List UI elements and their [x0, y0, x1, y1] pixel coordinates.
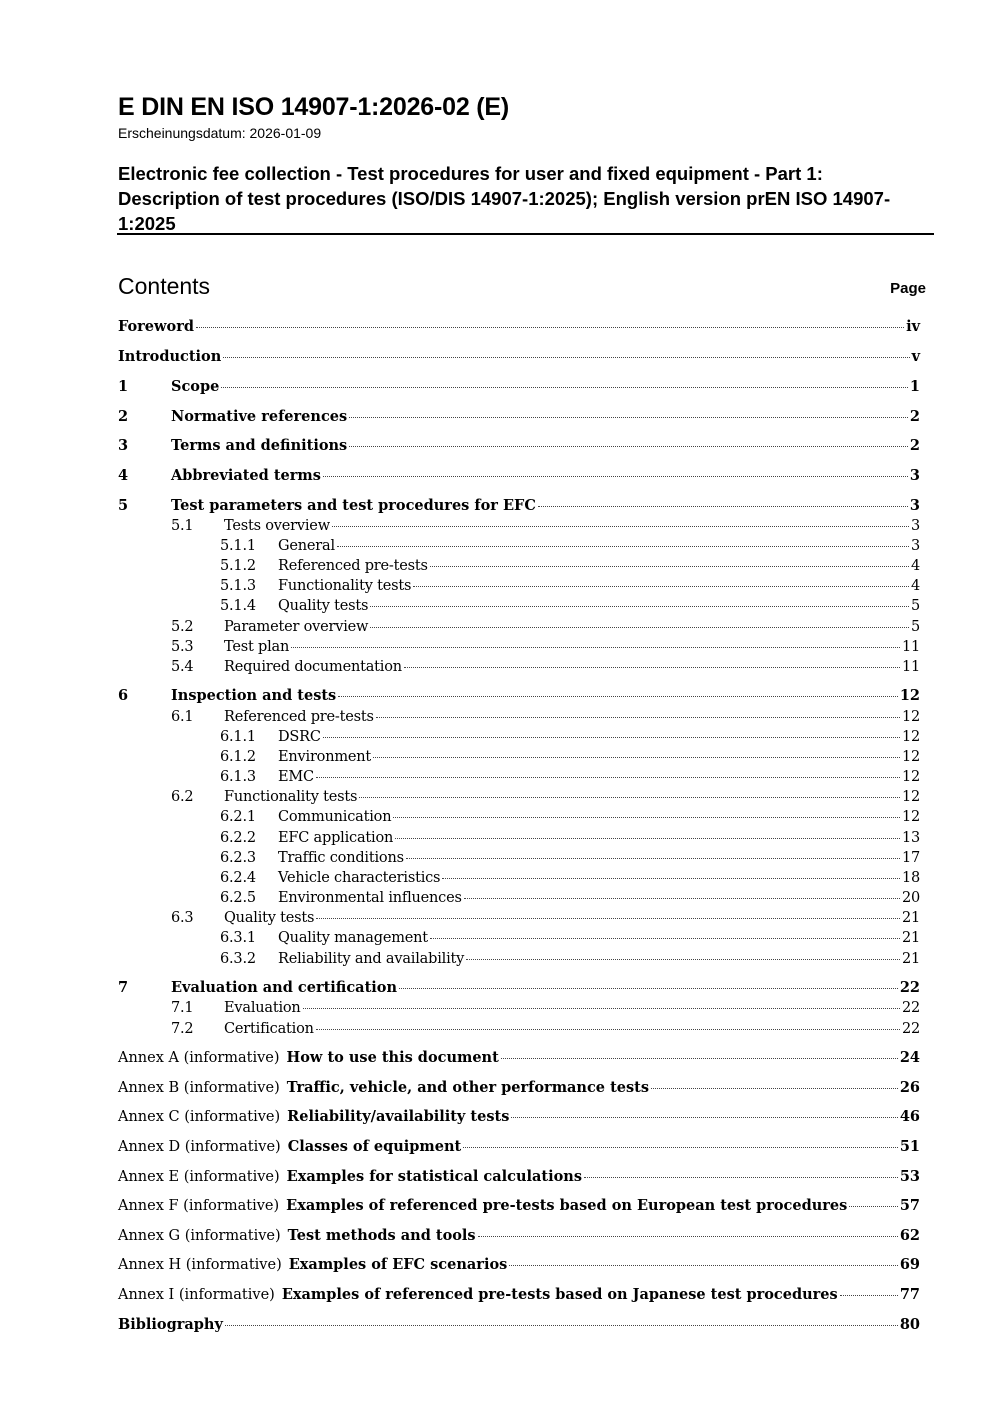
toc-entry-number: 6.2.2 [220, 830, 256, 846]
toc-dot-leader [323, 737, 900, 738]
toc-entry-number: 6.3 [171, 910, 194, 926]
toc-entry[interactable] [118, 1256, 920, 1274]
toc-entry[interactable] [118, 687, 920, 705]
toc-entry-title: Introduction [118, 348, 222, 365]
toc-entry-number: 5.1.2 [220, 558, 256, 574]
toc-entry-title: Examples for statistical calculations [286, 1168, 582, 1185]
toc-entry-number: 5.4 [171, 659, 194, 675]
toc-annex-prefix: Annex G (informative) [118, 1228, 281, 1244]
publication-date: Erscheinungsdatum: 2026-01-09 [118, 125, 322, 141]
toc-page-number: 11 [901, 639, 920, 655]
toc-page-number: 21 [901, 910, 920, 926]
toc-entry[interactable] [118, 557, 920, 575]
toc-annex-prefix: Annex B (informative) [118, 1080, 280, 1096]
toc-dot-leader [442, 878, 900, 879]
toc-dot-leader [463, 1147, 898, 1148]
toc-entry-number: 4 [118, 467, 129, 484]
toc-entry[interactable] [118, 708, 920, 726]
toc-page-number: 53 [899, 1168, 920, 1185]
toc-entry-title: Inspection and tests [171, 687, 337, 704]
toc-page-number: 1 [909, 378, 920, 395]
toc-dot-leader [373, 757, 900, 758]
toc-dot-leader [376, 717, 900, 718]
toc-entry[interactable] [118, 1197, 920, 1215]
toc-dot-leader [430, 938, 900, 939]
toc-entry-number: 5.1.4 [220, 598, 256, 614]
toc-dot-leader [221, 387, 908, 388]
toc-entry-number: 6.2.3 [220, 850, 256, 866]
toc-entry-title: Functionality tests [278, 578, 412, 594]
toc-entry-title: How to use this document [286, 1049, 499, 1066]
toc-page-number: 4 [910, 578, 920, 594]
toc-entry-title: Communication [278, 809, 392, 825]
toc-entry[interactable] [118, 658, 920, 676]
toc-entry-title: Scope [171, 378, 220, 395]
toc-entry-number: 6.1.3 [220, 769, 256, 785]
toc-annex-prefix: Annex I (informative) [118, 1287, 275, 1303]
toc-entry[interactable] [118, 597, 920, 615]
toc-entry-title: Test methods and tools [287, 1227, 476, 1244]
toc-page-number: 24 [899, 1049, 920, 1066]
toc-dot-leader [223, 357, 909, 358]
toc-entry[interactable] [118, 437, 920, 455]
toc-dot-leader [316, 1029, 900, 1030]
toc-page-number: 5 [910, 619, 920, 635]
toc-entry[interactable] [118, 318, 920, 336]
toc-entry-title: Examples of referenced pre-tests based on Japanese test procedures [281, 1286, 838, 1303]
toc-entry-title: Reliability and availability [278, 951, 465, 967]
toc-page-number: 12 [901, 769, 920, 785]
toc-entry-number: 1 [118, 378, 129, 395]
toc-page-number: 46 [899, 1108, 920, 1125]
toc-entry[interactable] [118, 577, 920, 595]
toc-dot-leader [370, 606, 909, 607]
toc-entry-number: 6.1.2 [220, 749, 256, 765]
toc-page-number: 21 [901, 930, 920, 946]
toc-entry[interactable] [118, 808, 920, 826]
toc-page-number: 5 [910, 598, 920, 614]
toc-entry-title: Referenced pre-tests [278, 558, 428, 574]
toc-entry-number: 6.2.4 [220, 870, 256, 886]
toc-entry-number: 6.2.5 [220, 890, 256, 906]
toc-entry-title: Quality management [278, 930, 428, 946]
toc-dot-leader [393, 817, 900, 818]
toc-entry-title: Referenced pre-tests [224, 709, 374, 725]
toc-page-number: 22 [901, 1000, 920, 1016]
toc-entry[interactable] [118, 748, 920, 766]
toc-entry-number: 5.1.3 [220, 578, 256, 594]
document-id: E DIN EN ISO 14907-1:2026-02 (E) [118, 93, 509, 121]
toc-page-number: 12 [901, 809, 920, 825]
toc-page-number: 2 [909, 437, 920, 454]
toc-annex-prefix: Annex C (informative) [118, 1109, 281, 1125]
toc-entry-title: EMC [278, 769, 314, 785]
toc-entry-title: Vehicle characteristics [278, 870, 441, 886]
toc-entry[interactable] [118, 517, 920, 535]
toc-entry-title: EFC application [278, 830, 394, 846]
toc-entry[interactable] [118, 829, 920, 847]
toc-entry[interactable] [118, 950, 920, 968]
toc-dot-leader [337, 546, 909, 547]
toc-entry-number: 5 [118, 497, 129, 514]
toc-entry-number: 6.1 [171, 709, 194, 725]
toc-entry-number: 5.2 [171, 619, 194, 635]
toc-entry-title: Normative references [171, 408, 348, 425]
toc-entry[interactable] [118, 378, 920, 396]
toc-page-number: 80 [899, 1316, 920, 1333]
page-column-heading: Page [890, 280, 926, 297]
toc-entry-title: Tests overview [224, 518, 330, 534]
toc-dot-leader [849, 1206, 898, 1207]
toc-entry[interactable] [118, 1227, 920, 1245]
toc-page-number: 3 [909, 467, 920, 484]
toc-dot-leader [323, 476, 908, 477]
toc-annex-prefix: Annex E (informative) [118, 1169, 280, 1185]
toc-entry-number: 6.2 [171, 789, 194, 805]
toc-page-number: 17 [901, 850, 920, 866]
toc-entry[interactable] [118, 728, 920, 746]
toc-entry-number: 7.2 [171, 1021, 194, 1037]
toc-page-number: 22 [901, 1021, 920, 1037]
toc-entry[interactable] [118, 348, 920, 366]
toc-entry[interactable] [118, 1316, 920, 1334]
toc-entry[interactable] [118, 618, 920, 636]
toc-entry[interactable] [118, 909, 920, 927]
toc-annex-prefix: Annex H (informative) [118, 1257, 282, 1273]
toc-dot-leader [370, 627, 909, 628]
toc-entry-title: Traffic, vehicle, and other performance tests [286, 1079, 650, 1096]
toc-dot-leader [538, 506, 908, 507]
toc-entry[interactable] [118, 537, 920, 555]
toc-annex-prefix: Annex D (informative) [118, 1139, 281, 1155]
toc-entry[interactable] [118, 467, 920, 485]
toc-page-number: 12 [901, 729, 920, 745]
toc-page-number: 12 [901, 709, 920, 725]
toc-entry-title: Foreword [118, 318, 194, 335]
toc-entry-title: Functionality tests [224, 789, 358, 805]
toc-page-number: 13 [901, 830, 920, 846]
toc-page-number: 12 [901, 789, 920, 805]
toc-entry[interactable] [118, 1020, 920, 1038]
toc-page-number: 4 [910, 558, 920, 574]
toc-page-number: 20 [901, 890, 920, 906]
toc-entry-number: 6.1.1 [220, 729, 256, 745]
toc-entry-title: Evaluation and certification [171, 979, 397, 996]
toc-dot-leader [406, 858, 900, 859]
toc-entry-number: 6.2.1 [220, 809, 256, 825]
toc-entry-title: Traffic conditions [278, 850, 404, 866]
toc-entry-number: 2 [118, 408, 129, 425]
toc-dot-leader [338, 696, 898, 697]
toc-entry-number: 7.1 [171, 1000, 194, 1016]
toc-page-number: v [911, 348, 920, 365]
toc-entry[interactable] [118, 788, 920, 806]
toc-entry-title: DSRC [278, 729, 321, 745]
toc-page-number: 57 [899, 1197, 920, 1214]
toc-page-number: 12 [899, 687, 920, 704]
toc-entry[interactable] [118, 638, 920, 656]
toc-page-number: iv [906, 318, 920, 335]
toc-page-number: 21 [901, 951, 920, 967]
toc-dot-leader [840, 1295, 898, 1296]
toc-dot-leader [430, 566, 909, 567]
toc-entry[interactable] [118, 929, 920, 947]
toc-entry[interactable] [118, 1079, 920, 1097]
toc-entry[interactable] [118, 1108, 920, 1126]
toc-dot-leader [395, 838, 900, 839]
toc-dot-leader [316, 777, 900, 778]
toc-dot-leader [413, 586, 909, 587]
toc-page-number: 18 [901, 870, 920, 886]
toc-dot-leader [651, 1088, 898, 1089]
toc-entry[interactable] [118, 979, 920, 997]
toc-page-number: 2 [909, 408, 920, 425]
toc-dot-leader [511, 1117, 897, 1118]
toc-entry-number: 6.3.1 [220, 930, 256, 946]
toc-entry[interactable] [118, 768, 920, 786]
toc-dot-leader [303, 1008, 900, 1009]
toc-dot-leader [509, 1265, 898, 1266]
toc-entry-title: Examples of referenced pre-tests based on European test procedures [286, 1197, 848, 1214]
toc-dot-leader [359, 797, 900, 798]
toc-entry[interactable] [118, 1049, 920, 1067]
toc-entry-title: Abbreviated terms [171, 467, 321, 484]
toc-entry[interactable] [118, 869, 920, 887]
toc-dot-leader [466, 959, 900, 960]
toc-dot-leader [584, 1177, 898, 1178]
toc-entry-title: Bibliography [118, 1316, 223, 1333]
toc-dot-leader [316, 918, 900, 919]
toc-entry-title: General [278, 538, 335, 554]
toc-dot-leader [501, 1058, 898, 1059]
toc-entry-title: Required documentation [224, 659, 402, 675]
toc-entry[interactable] [118, 849, 920, 867]
toc-entry-number: 6.3.2 [220, 951, 256, 967]
toc-entry-title: Evaluation [224, 1000, 301, 1016]
toc-page-number: 22 [899, 979, 920, 996]
toc-entry-title: Reliability/availability tests [287, 1108, 510, 1125]
toc-page-number: 51 [899, 1138, 920, 1155]
toc-entry-title: Environment [278, 749, 372, 765]
toc-entry[interactable] [118, 1168, 920, 1186]
toc-annex-prefix: Annex F (informative) [118, 1198, 280, 1214]
toc-entry[interactable] [118, 1286, 920, 1304]
toc-page-number: 12 [901, 749, 920, 765]
toc-page-number: 11 [901, 659, 920, 675]
toc-page-number: 69 [899, 1256, 920, 1273]
toc-page-number: 62 [899, 1227, 920, 1244]
toc-entry-number: 5.1 [171, 518, 194, 534]
toc-entry-number: 5.1.1 [220, 538, 256, 554]
toc-entry-number: 3 [118, 437, 129, 454]
toc-dot-leader [478, 1236, 898, 1237]
toc-entry[interactable] [118, 889, 920, 907]
toc-page-number: 3 [910, 518, 920, 534]
toc-entry[interactable] [118, 497, 920, 515]
document-title: Electronic fee collection - Test procedures for user and fixed equipment - Part 1: Description of test procedures (ISO/DIS 14907-1:2025); English version prEN ISO 14907-1:2025 [118, 163, 891, 234]
toc-page-number: 77 [899, 1286, 920, 1303]
toc-dot-leader [225, 1325, 898, 1326]
toc-entry[interactable] [118, 408, 920, 426]
toc-page-number: 3 [909, 497, 920, 514]
toc-dot-leader [464, 898, 900, 899]
toc-entry-number: 5.3 [171, 639, 194, 655]
toc-entry-title: Terms and definitions [171, 437, 348, 454]
toc-entry-title: Certification [224, 1021, 314, 1037]
toc-dot-leader [196, 327, 904, 328]
toc-annex-prefix: Annex A (informative) [118, 1050, 280, 1066]
toc-entry-title: Quality tests [278, 598, 369, 614]
toc-dot-leader [404, 667, 900, 668]
toc-entry-title: Environmental influences [278, 890, 462, 906]
toc-page-number: 3 [910, 538, 920, 554]
toc-entry-title: Test parameters and test procedures for EFC [171, 497, 536, 514]
toc-dot-leader [349, 446, 908, 447]
toc-entry[interactable] [118, 1138, 920, 1156]
toc-entry[interactable] [118, 999, 920, 1017]
toc-dot-leader [349, 417, 908, 418]
toc-entry-title: Quality tests [224, 910, 315, 926]
toc-entry-number: 6 [118, 687, 129, 704]
toc-entry-title: Classes of equipment [287, 1138, 462, 1155]
toc-entry-title: Test plan [224, 639, 290, 655]
toc-dot-leader [399, 988, 898, 989]
contents-heading: Contents [118, 273, 211, 299]
toc-dot-leader [291, 647, 900, 648]
toc-entry-number: 7 [118, 979, 129, 996]
toc-page-number: 26 [899, 1079, 920, 1096]
toc-dot-leader [332, 526, 909, 527]
toc-entry-title: Examples of EFC scenarios [288, 1256, 508, 1273]
toc-entry-title: Parameter overview [224, 619, 369, 635]
